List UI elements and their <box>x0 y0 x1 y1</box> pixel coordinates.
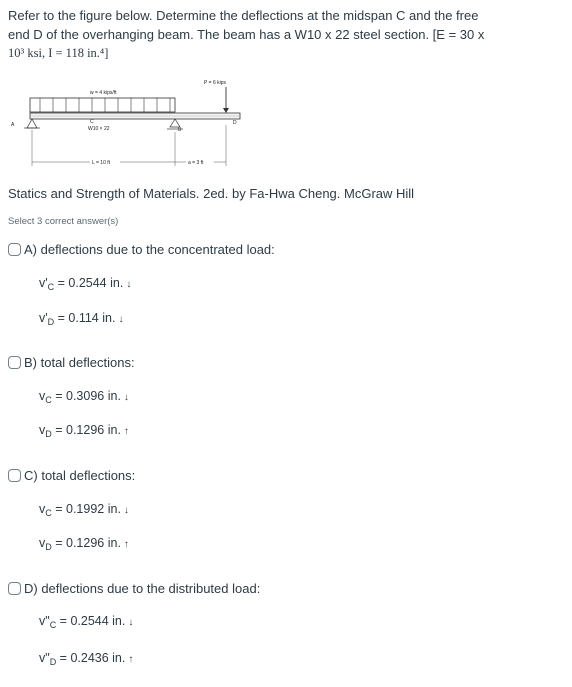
arrow-down-icon: ↓ <box>126 279 132 290</box>
point-c-label: C <box>90 119 94 125</box>
option-a-line-2: $v'_D = 0.114$ in. ↓ <box>39 311 124 327</box>
option-c-line-2: $v_D = 0.1296$ in. ↑ <box>39 536 129 552</box>
option-d[interactable] <box>8 581 260 596</box>
udl-label: w = 4 kips/ft <box>90 90 117 96</box>
option-a-label: A) deflections due to the concentrated load: <box>24 242 275 257</box>
arrow-down-icon: ↓ <box>123 392 129 403</box>
udl-block <box>30 98 175 112</box>
option-a-checkbox[interactable] <box>8 243 21 256</box>
point-a-label: A <box>11 122 15 128</box>
section-label: W10 × 22 <box>88 126 110 132</box>
arrow-down-icon: ↓ <box>118 314 124 325</box>
overhang-label: a = 3 ft <box>188 160 204 166</box>
option-b-label: B) total deflections: <box>24 355 135 370</box>
question-line-2: end D of the overhanging beam. The beam has a W10 x 22 steel section. [E = 30 x <box>8 27 485 42</box>
arrow-down-icon: ↓ <box>128 617 134 628</box>
option-c-line-1: $v_C = 0.1992$ in. ↓ <box>39 502 129 518</box>
point-load-label: P = 6 kips <box>204 80 227 86</box>
point-d-label: D <box>233 120 237 126</box>
arrow-up-icon: ↑ <box>128 654 134 665</box>
option-b-line-2: $v_D = 0.1296$ in. ↑ <box>39 423 129 439</box>
span-label: L = 10 ft <box>92 160 111 166</box>
beam-diagram <box>8 70 248 175</box>
question-line-3: 10³ ksi, I = 118 in.⁴] <box>8 46 109 60</box>
option-c-label: C) total deflections: <box>24 468 136 483</box>
arrow-up-icon: ↑ <box>123 539 129 550</box>
question-text <box>8 6 488 63</box>
option-b[interactable] <box>8 355 135 370</box>
option-a-line-1: $v'_C = 0.2544$ in. ↓ <box>39 276 132 292</box>
select-hint: Select 3 correct answer(s) <box>8 216 119 227</box>
source-citation: Statics and Strength of Materials. 2ed. by Fa-Hwa Cheng. McGraw Hill <box>8 186 415 201</box>
option-d-checkbox[interactable] <box>8 582 21 595</box>
pin-support-a <box>27 119 37 128</box>
arrow-down-icon: ↓ <box>123 505 129 516</box>
udl-arrows <box>40 98 170 112</box>
option-d-line-1: $v"_C = 0.2544$ in. ↓ <box>39 614 134 630</box>
point-b-label: B <box>178 127 182 133</box>
option-b-checkbox[interactable] <box>8 356 21 369</box>
option-d-line-2: $v"_D = 0.2436$ in. ↑ <box>39 651 134 667</box>
option-a[interactable] <box>8 242 275 257</box>
beam-figure <box>8 70 248 175</box>
arrow-up-icon: ↑ <box>123 426 129 437</box>
roller-support-b <box>170 119 180 127</box>
question-line-1: Refer to the figure below. Determine the deflections at the midspan C and the free <box>8 8 479 23</box>
option-d-label: D) deflections due to the distributed load: <box>24 581 261 596</box>
option-c[interactable] <box>8 468 135 483</box>
option-b-line-1: $v_C = 0.3096$ in. ↓ <box>39 389 129 405</box>
option-c-checkbox[interactable] <box>8 469 21 482</box>
